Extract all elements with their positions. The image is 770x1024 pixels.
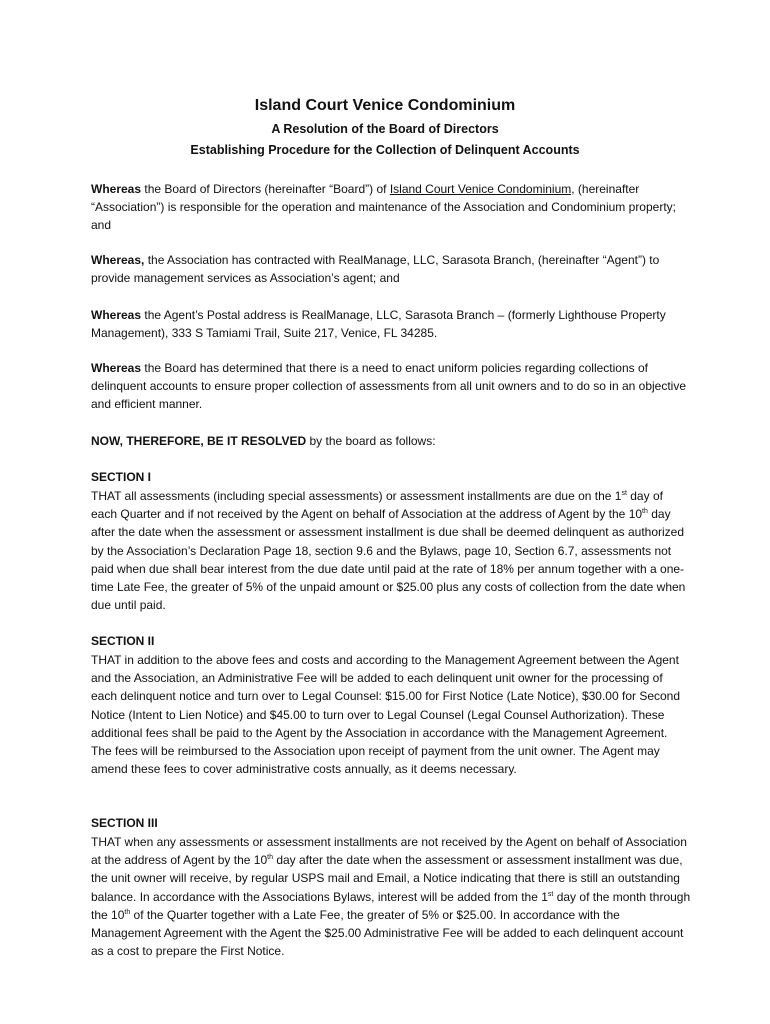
section-2-title: SECTION II [91, 634, 155, 648]
resolved-lead: NOW, THEREFORE, BE IT RESOLVED [91, 434, 307, 448]
whereas-paragraph-address [91, 306, 691, 342]
section-1-body [91, 487, 691, 614]
paragraph-text: of the Quarter together with a Late Fee, the greater of 5% or $25.00. In accordance with the Management Agreement with the Agent the $25.00 Administrative Fee will be added to each delinquent account as a cost to prepare the First Notice. [91, 907, 684, 959]
paragraph-text: day after the date when the assessment or assessment installment is due shall be deemed delinquent as authorized by the Association’s Declaration Page 18, section 9.6 and the Bylaws, page 10, Section 6.7, assessments not paid when due shall bear interest from the due date until paid at the rate of 18% per annum together with a one-time Late Fee, the greater of 5% of the unpaid amount or $25.00 plus any costs of collection from the date when due until paid. [91, 507, 686, 613]
superscript: th [267, 854, 273, 862]
whereas-paragraph-agent [91, 251, 691, 287]
paragraph-text: the Association has contracted with RealManage, LLC, Sarasota Branch, (hereinafter “Agent”) to provide management services as Association’s agent; and [91, 253, 660, 286]
whereas-lead: Whereas [91, 308, 142, 322]
paragraph-text: the Agent’s Postal address is RealManage, LLC, Sarasota Branch – (formerly Lighthouse Property Management), 333 S Tamiami Trail, Suite 217, Venice, FL 34285. [91, 308, 666, 341]
superscript: th [124, 908, 131, 916]
document-subtitle-procedure: Establishing Procedure for the Collection of Delinquent Accounts [190, 143, 580, 157]
paragraph-text: day after the date when the assessment or assessment installment was due, the unit owner will receive, by regular USPS mail and Email, a Notice indicating that there is still an outstanding balance. In accordance with the Associations Bylaws, interest will be added from the 1 [91, 853, 683, 904]
whereas-lead: Whereas [91, 182, 142, 196]
paragraph-text: THAT all assessments (including special assessments) or assessment installments are due on the 1 [91, 489, 622, 503]
section-2-body [91, 651, 691, 778]
whereas-lead: Whereas [91, 361, 142, 375]
whereas-paragraph-policy [91, 359, 691, 414]
resolved-paragraph [91, 432, 691, 450]
paragraph-text: THAT in addition to the above fees and costs and according to the Management Agreement between the Agent and the Association, an Administrative Fee will be added to each delinquent unit owner for the processing of each delinquent notice and turn over to Legal Counsel: $15.00 for First Notice (Late Notice), $30.00 for Second Notice (Intent to Lien Notice) and $45.00 to turn over to Legal Counsel (Legal Counsel Authorization). These additional fees shall be paid to the Agent by the Association in accordance with the Management Agreement. The fees will be reimbursed to the Association upon receipt of payment from the unit owner. The Agent may amend these fees to cover administrative costs annually, as it deems necessary. [91, 653, 681, 777]
paragraph-text: THAT when any assessments or assessment installments are not received by the Agent on behalf of Association at the address of Agent by the 10 [91, 835, 687, 868]
superscript: st [621, 490, 627, 497]
whereas-paragraph-board [91, 180, 691, 235]
whereas-lead: Whereas, [91, 253, 145, 267]
superscript: st [547, 890, 554, 898]
superscript: th [642, 508, 648, 516]
section-3-body [91, 833, 691, 960]
paragraph-text: by the board as follows: [306, 434, 436, 448]
association-name-underlined: Island Court Venice Condominium, [389, 182, 575, 196]
paragraph-text: the Board has determined that there is a need to enact uniform policies regarding collections of delinquent accounts to ensure proper collection of assessments from all unit owners and to do so in an objective and efficient manner. [91, 361, 687, 412]
document-title: Island Court Venice Condominium [254, 97, 516, 114]
paragraph-text: (hereinafter “Association”) is responsible for the operation and maintenance of the Association and Condominium property; and [91, 182, 676, 233]
document-subtitle: A Resolution of the Board of Directors [271, 122, 499, 136]
section-3-title: SECTION III [91, 816, 158, 830]
section-1-title: SECTION I [91, 470, 152, 484]
paragraph-text: the Board of Directors (hereinafter “Board”) of [141, 182, 390, 196]
paragraph-text: day of each Quarter and if not received by the Agent on behalf of Association at the address of Agent by the 10 [91, 489, 663, 522]
paragraph-text: day of the month through the 10 [91, 889, 691, 922]
